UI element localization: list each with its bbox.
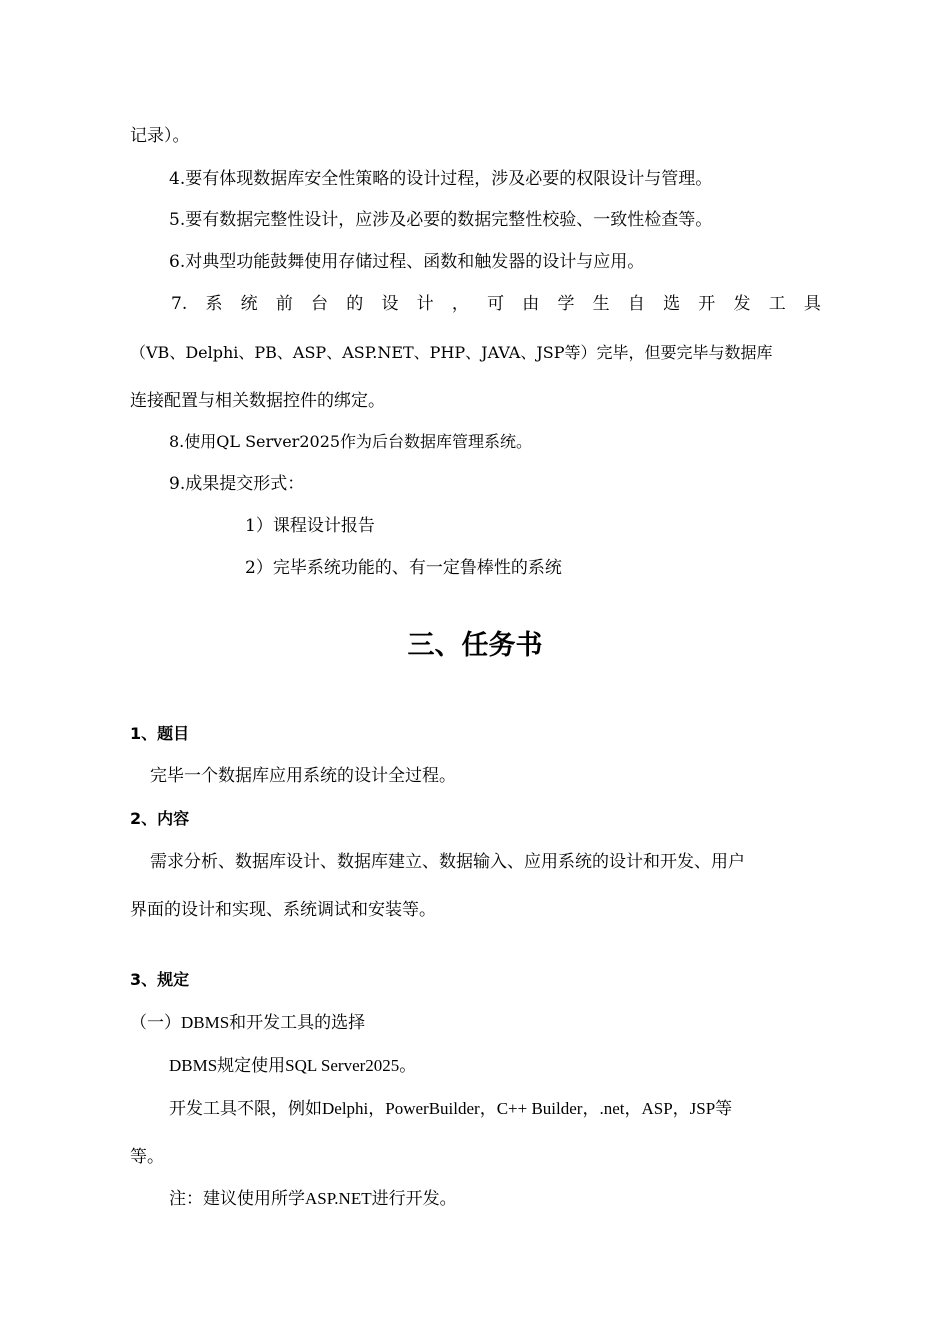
item7-token: 由 [522, 294, 540, 314]
heading-topic: 1、题目 [130, 724, 190, 743]
item7-token: 台 [311, 294, 329, 314]
item7-token: 工 [768, 294, 786, 314]
deliverable-system: 2）完毕系统功能的、有一定鲁棒性的系统 [245, 558, 562, 578]
dbms-requirement: DBMS规定使用SQL Server2025。 [169, 1056, 417, 1075]
item7-token: 选 [663, 294, 681, 314]
tools-text-line-1: 开发工具不限，例如Delphi，PowerBuilder，C++ Builder，.net，ASP，JSP等 [169, 1099, 733, 1118]
note-text: 注：建议使用所学ASP.NET进行开发。 [169, 1189, 457, 1208]
item7-token: ， [451, 294, 469, 314]
item7-token: 自 [627, 294, 645, 314]
tools-text-line-2: 等。 [130, 1147, 164, 1167]
item7-token: 可 [487, 294, 505, 314]
item7-token: 系 [205, 294, 223, 314]
requirement-item-7-line-1 [171, 293, 821, 315]
item7-token: 具 [803, 294, 821, 314]
requirement-item-4: 4.要有体现数据库安全性策略的设计过程，涉及必要的权限设计与管理。 [169, 169, 713, 189]
subheading-dbms-tools: （一）DBMS和开发工具的选择 [130, 1013, 366, 1032]
heading-requirements: 3、规定 [130, 970, 190, 989]
section-title: 三、任务书 [407, 630, 543, 661]
item7-token: 的 [346, 294, 364, 314]
item7-token: 发 [733, 294, 751, 314]
item7-token: 7. [171, 294, 188, 314]
requirement-item-7-line-3: 连接配置与相关数据控件的绑定。 [130, 391, 385, 411]
topic-text: 完毕一个数据库应用系统的设计全过程。 [150, 766, 456, 786]
item7-token: 前 [275, 294, 293, 314]
item7-token: 统 [240, 294, 258, 314]
item7-token: 设 [381, 294, 399, 314]
requirement-item-5: 5.要有数据完整性设计，应涉及必要的数据完整性校验、一致性检查等。 [169, 210, 713, 230]
requirement-item-7-line-2: （VB、Delphi、PB、ASP、ASP.NET、PHP、JAVA、JSP等）完毕，但要完毕与数据库 [130, 343, 773, 362]
item7-token: 开 [698, 294, 716, 314]
deliverable-report: 1）课程设计报告 [245, 516, 375, 536]
content-text-line-1: 需求分析、数据库设计、数据库建立、数据输入、应用系统的设计和开发、用户 [150, 852, 745, 872]
continued-text: 记录）。 [130, 126, 190, 146]
content-text-line-2: 界面的设计和实现、系统调试和安装等。 [130, 900, 436, 920]
requirement-item-8: 8.使用QL Server2025作为后台数据库管理系统。 [169, 432, 533, 451]
requirement-item-9: 9.成果提交形式： [169, 474, 305, 494]
requirement-item-6: 6.对典型功能鼓舞使用存储过程、函数和触发器的设计与应用。 [169, 252, 645, 272]
item7-token: 学 [557, 294, 575, 314]
item7-token: 生 [592, 294, 610, 314]
heading-content: 2、内容 [130, 809, 190, 828]
item7-token: 计 [416, 294, 434, 314]
